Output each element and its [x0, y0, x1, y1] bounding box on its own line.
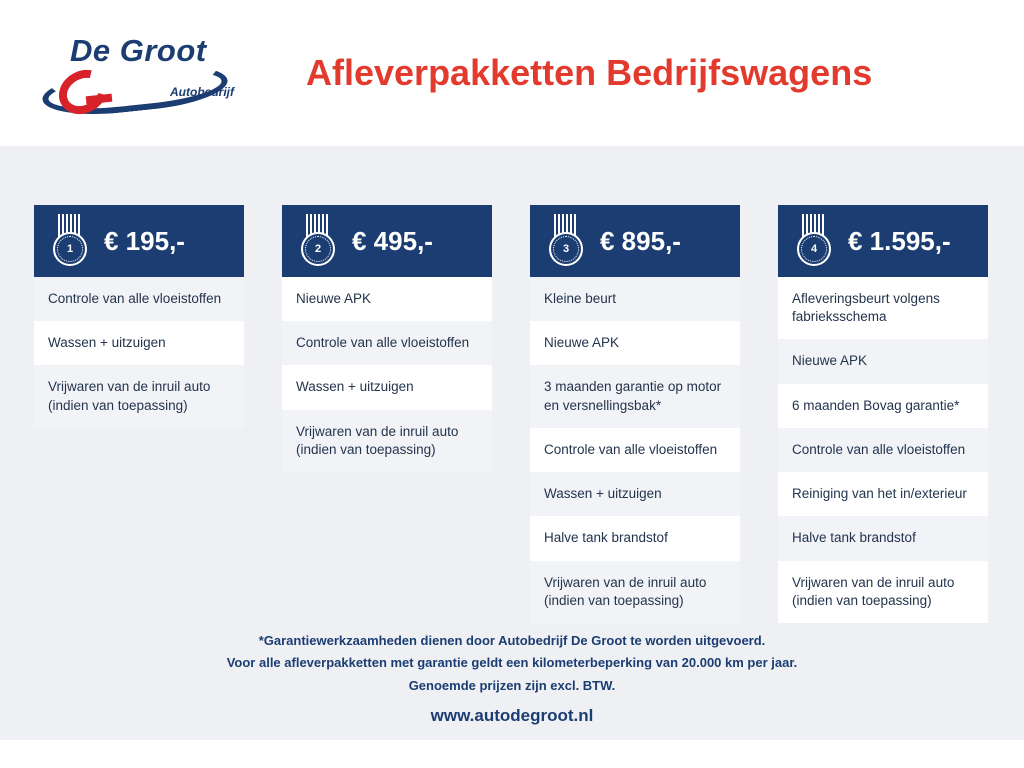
package-items: [34, 277, 244, 428]
package-price: € 195,-: [104, 225, 185, 256]
footer-bar: [0, 740, 1024, 768]
package-list: [34, 205, 990, 623]
logo-tagline: Autobedrijf: [170, 85, 234, 99]
list-item: Controle van alle vloeistoffen: [778, 428, 988, 472]
medal-circle-icon: [797, 232, 831, 266]
package-price: € 495,-: [352, 225, 433, 256]
package-number: 1: [57, 236, 83, 262]
list-item: Vrijwaren van de inruil auto (indien van toepassing): [778, 561, 988, 623]
package-card-1: [34, 205, 244, 623]
package-number: 4: [801, 236, 827, 262]
page-title: Afleverpakketten Bedrijfswagens: [306, 52, 873, 93]
package-card-4: [778, 205, 988, 623]
list-item: Nieuwe APK: [778, 339, 988, 383]
list-item: Vrijwaren van de inruil auto (indien van toepassing): [282, 410, 492, 472]
footnote-line-1: *Garantiewerkzaamheden dienen door Autobedrijf De Groot te worden uitgevoerd.: [258, 633, 766, 648]
package-header: [34, 205, 244, 277]
package-header: [778, 205, 988, 277]
package-items: [778, 277, 988, 623]
website-link[interactable]: www.autodegroot.nl: [430, 706, 594, 725]
list-item: Halve tank brandstof: [530, 516, 740, 560]
medal-icon: [790, 214, 838, 268]
header: [0, 0, 1024, 146]
logo-wordmark: De Groot: [70, 33, 207, 68]
medal-icon: [542, 214, 590, 268]
list-item: Controle van alle vloeistoffen: [34, 277, 244, 321]
list-item: Controle van alle vloeistoffen: [282, 321, 492, 365]
medal-icon: [46, 214, 94, 268]
footnote-line-3: Genoemde prijzen zijn excl. BTW.: [408, 677, 616, 693]
list-item: Halve tank brandstof: [778, 516, 988, 560]
list-item: Nieuwe APK: [282, 277, 492, 321]
list-item: Nieuwe APK: [530, 321, 740, 365]
package-card-2: [282, 205, 492, 623]
list-item: Wassen + uitzuigen: [34, 321, 244, 365]
list-item: Reiniging van het in/exterieur: [778, 472, 988, 516]
company-logo: [34, 25, 264, 121]
package-items: [530, 277, 740, 623]
list-item: 6 maanden Bovag garantie*: [778, 384, 988, 428]
list-item: Vrijwaren van de inruil auto (indien van toepassing): [34, 365, 244, 427]
medal-circle-icon: [53, 232, 87, 266]
package-card-3: [530, 205, 740, 623]
list-item: Controle van alle vloeistoffen: [530, 428, 740, 472]
list-item: Vrijwaren van de inruil auto (indien van toepassing): [530, 561, 740, 623]
package-price: € 895,-: [600, 225, 681, 256]
list-item: Kleine beurt: [530, 277, 740, 321]
list-item: 3 maanden garantie op motor en versnellingsbak*: [530, 365, 740, 427]
package-number: 2: [305, 236, 331, 262]
list-item: Wassen + uitzuigen: [282, 365, 492, 409]
list-item: Afleveringsbeurt volgens fabrieksschema: [778, 277, 988, 339]
footnotes: [0, 630, 1024, 697]
footnote-line-2: Voor alle afleverpakketten met garantie geldt een kilometerbeperking van 20.000 km per jaar.: [226, 655, 798, 671]
package-price: € 1.595,-: [848, 225, 951, 256]
package-number: 3: [553, 236, 579, 262]
medal-circle-icon: [301, 232, 335, 266]
medal-circle-icon: [549, 232, 583, 266]
medal-icon: [294, 214, 342, 268]
package-header: [282, 205, 492, 277]
package-header: [530, 205, 740, 277]
package-items: [282, 277, 492, 472]
list-item: Wassen + uitzuigen: [530, 472, 740, 516]
